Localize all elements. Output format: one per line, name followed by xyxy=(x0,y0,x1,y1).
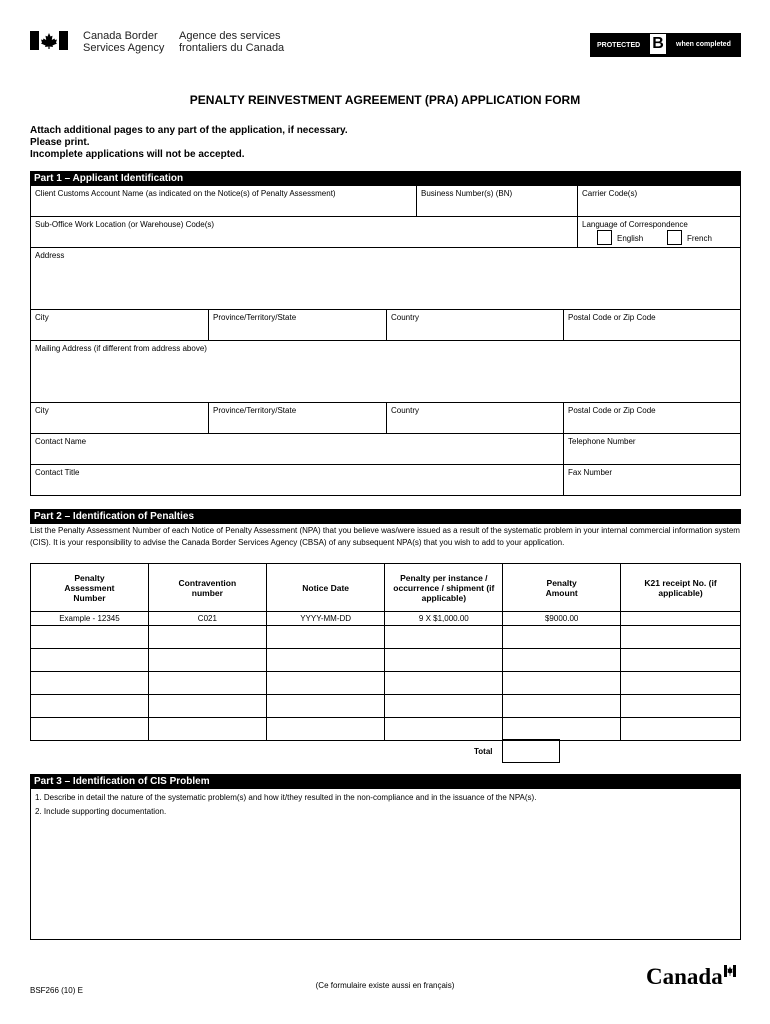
col-notice-date: Notice Date xyxy=(266,564,385,612)
table-cell[interactable] xyxy=(621,649,741,672)
wordmark-flag-icon xyxy=(724,965,736,977)
form-title: PENALTY REINVESTMENT AGREEMENT (PRA) APPLICATION FORM xyxy=(189,93,581,107)
province-field[interactable]: Province/Territory/State xyxy=(208,310,386,340)
example-cell xyxy=(621,612,741,626)
english-label: English xyxy=(617,234,644,243)
table-cell[interactable] xyxy=(503,672,621,695)
example-cell: $9000.00 xyxy=(503,612,621,626)
example-row xyxy=(31,612,741,626)
total-label: Total xyxy=(474,747,493,756)
business-number-field[interactable]: Business Number(s) (BN) xyxy=(416,186,577,216)
english-checkbox[interactable] xyxy=(597,230,612,245)
mailing-address-field[interactable]: Mailing Address (if different from address above) xyxy=(35,344,207,353)
table-cell[interactable] xyxy=(621,695,741,718)
part2-header: Part 2 – Identification of Penalties xyxy=(30,509,741,524)
part3-header: Part 3 – Identification of CIS Problem xyxy=(30,774,741,789)
table-cell[interactable] xyxy=(385,672,503,695)
table-cell[interactable] xyxy=(148,649,266,672)
sub-office-field[interactable]: Sub-Office Work Location (or Warehouse) Code(s) xyxy=(35,220,215,229)
agency-name-en: Canada Border Services Agency xyxy=(83,30,165,54)
table-cell[interactable] xyxy=(621,672,741,695)
example-cell: C021 xyxy=(148,612,266,626)
form-number: BSF266 (10) E xyxy=(30,986,83,995)
contact-name-field[interactable]: Contact Name xyxy=(35,437,87,446)
col-k21-receipt: K21 receipt No. (if applicable) xyxy=(621,564,741,612)
table-cell[interactable] xyxy=(148,626,266,649)
table-cell[interactable] xyxy=(385,626,503,649)
col-penalty-assessment-number: Penalty Assessment Number xyxy=(31,564,149,612)
agency-name-fr: Agence des services frontaliers du Canada xyxy=(179,30,285,54)
table-row xyxy=(31,672,741,695)
mailing-city-field[interactable]: City xyxy=(35,406,49,415)
postal-code-field[interactable]: Postal Code or Zip Code xyxy=(563,310,740,340)
part3-item-1: 1. Describe in detail the nature of the systematic problem(s) and how it/they resulted in the non-compliance and in the issuance of the NPA(s). xyxy=(35,793,537,802)
table-cell[interactable] xyxy=(621,718,741,741)
col-penalty-amount: Penalty Amount xyxy=(503,564,621,612)
mailing-province-field[interactable]: Province/Territory/State xyxy=(208,403,386,433)
language-field: Language of Correspondence English French xyxy=(577,217,740,247)
example-cell: YYYY-MM-DD xyxy=(266,612,385,626)
french-version-note: (Ce formulaire existe aussi en français) xyxy=(315,981,455,990)
city-field[interactable]: City xyxy=(35,313,49,322)
table-cell[interactable] xyxy=(31,626,149,649)
table-cell[interactable] xyxy=(31,649,149,672)
penalties-table xyxy=(30,563,741,741)
table-row xyxy=(31,695,741,718)
table-cell[interactable] xyxy=(266,672,385,695)
canada-flag-icon xyxy=(30,31,68,50)
table-cell[interactable] xyxy=(503,695,621,718)
table-cell[interactable] xyxy=(266,695,385,718)
table-cell[interactable] xyxy=(385,695,503,718)
cis-problem-field[interactable] xyxy=(30,789,741,940)
part2-instructions: List the Penalty Assessment Number of each Notice of Penalty Assessment (NPA) that you believe was/were issued as a result of the systematic problem in your internal commercial information system (CIS). It is your responsibility to advise the Canada Border Services Agency (CBSA) of any subsequent NPA(s) that you wish to add to your application. xyxy=(30,526,740,547)
table-cell[interactable] xyxy=(148,672,266,695)
contact-title-field[interactable]: Contact Title xyxy=(35,468,80,477)
table-cell[interactable] xyxy=(503,649,621,672)
table-cell[interactable] xyxy=(31,718,149,741)
table-cell[interactable] xyxy=(148,695,266,718)
french-label: French xyxy=(687,234,712,243)
total-field[interactable] xyxy=(502,739,560,763)
table-row xyxy=(31,626,741,649)
example-cell: Example - 12345 xyxy=(31,612,149,626)
table-row xyxy=(31,718,741,741)
table-cell[interactable] xyxy=(31,695,149,718)
mailing-country-field[interactable]: Country xyxy=(386,403,563,433)
country-field[interactable]: Country xyxy=(386,310,563,340)
table-cell[interactable] xyxy=(266,626,385,649)
address-field[interactable]: Address xyxy=(35,251,65,260)
french-checkbox[interactable] xyxy=(667,230,682,245)
example-cell: 9 X $1,000.00 xyxy=(385,612,503,626)
canada-wordmark: Canada xyxy=(646,964,723,990)
table-cell[interactable] xyxy=(385,718,503,741)
table-cell[interactable] xyxy=(266,718,385,741)
protected-b-badge: PROTECTED B when completed xyxy=(590,33,741,57)
col-contravention-number: Contravention number xyxy=(148,564,266,612)
table-cell[interactable] xyxy=(621,626,741,649)
table-cell[interactable] xyxy=(385,649,503,672)
table-cell[interactable] xyxy=(503,626,621,649)
part1-header: Part 1 – Applicant Identification xyxy=(30,171,741,186)
part3-item-2: 2. Include supporting documentation. xyxy=(35,807,167,816)
client-name-field[interactable]: Client Customs Account Name (as indicated on the Notice(s) of Penalty Assessment) xyxy=(35,189,336,198)
col-penalty-per-instance: Penalty per instance / occurrence / shipment (if applicable) xyxy=(385,564,503,612)
table-row xyxy=(31,649,741,672)
table-cell[interactable] xyxy=(266,649,385,672)
mailing-postal-code-field[interactable]: Postal Code or Zip Code xyxy=(563,403,740,433)
table-cell[interactable] xyxy=(503,718,621,741)
carrier-code-field[interactable]: Carrier Code(s) xyxy=(577,186,740,216)
telephone-field[interactable]: Telephone Number xyxy=(563,434,740,464)
table-cell[interactable] xyxy=(148,718,266,741)
intro-instructions: Attach additional pages to any part of the application, if necessary. Please print. Incomplete applications will not be accepted. xyxy=(30,125,348,160)
fax-field[interactable]: Fax Number xyxy=(563,465,740,495)
table-cell[interactable] xyxy=(31,672,149,695)
part1-grid xyxy=(30,186,741,496)
